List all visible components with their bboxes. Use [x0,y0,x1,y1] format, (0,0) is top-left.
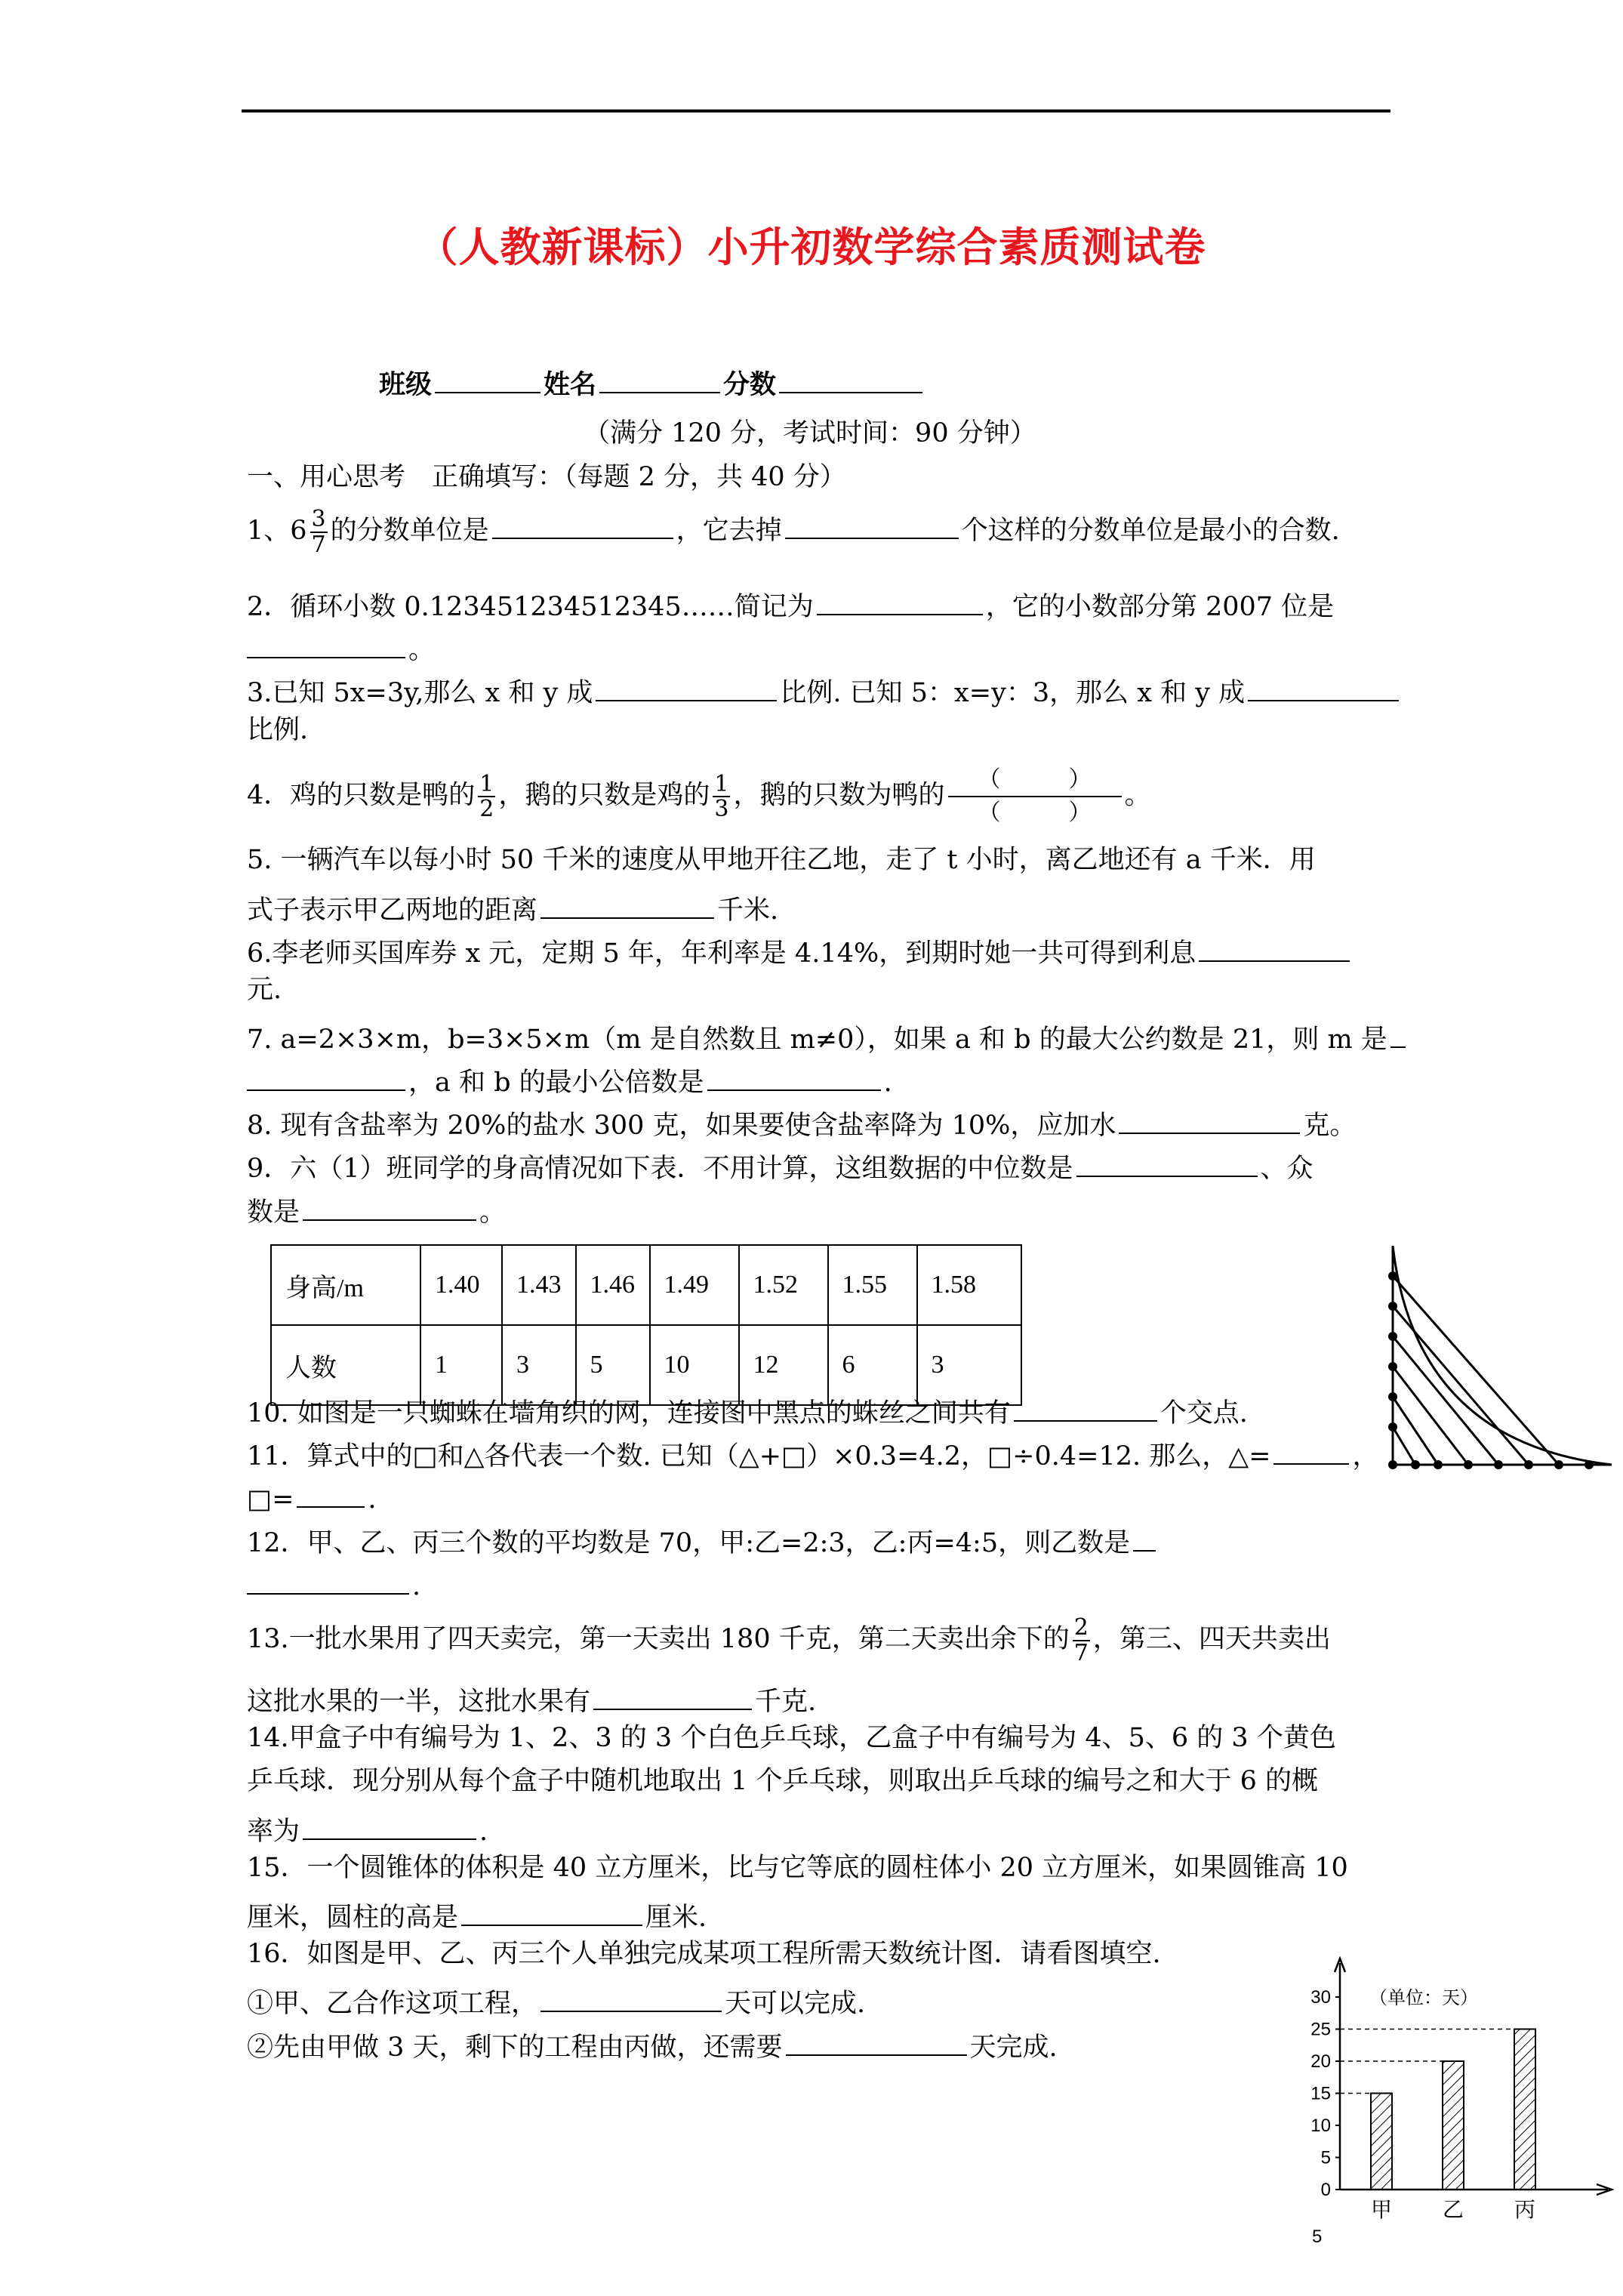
y-tick-label: 25 [1310,2019,1331,2040]
question-16-part2: ②先由甲做 3 天，剩下的工程由丙做，还需要 天完成. [247,2028,1058,2061]
page-number: 5 [1312,2227,1323,2247]
header-fields: 班级 姓名 分数 [379,365,925,398]
table-cell: 12 [739,1325,828,1405]
question-3-cont: 比例. [247,715,309,745]
page-title: （人教新课标）小升初数学综合素质测试卷 [417,223,1206,271]
question-14-cont: 乒乓球．现分别从每个盒子中随机地取出 1 个乒乓球，则取出乒乓球的编号之和大于 6 的概 [247,1766,1319,1796]
table-cell: 1.55 [828,1245,917,1325]
table-header-cell: 人数 [271,1325,420,1405]
question-2-cont: 。 [247,630,435,664]
y-tick-label: 5 [1320,2147,1331,2168]
question-2: 2．循环小数 0.123451234512345……简记为 ，它的小数部分第 2007 位是 [247,587,1334,621]
table-cell: 5 [576,1325,650,1405]
table-cell: 10 [650,1325,739,1405]
table-cell: 1.40 [420,1245,502,1325]
table-cell: 1.52 [739,1245,828,1325]
y-tick-label: 15 [1310,2083,1331,2104]
x-tick-label: 乙 [1442,2197,1464,2222]
question-4: 4．鸡的只数是鸭的 $\frac{1}{2}$ ，鹅的只数是鸡的 $\frac{1}{3}$ ，鹅的只数为鸭的 （ ） （ ） 。 [247,764,1151,829]
y-tick-label: 10 [1310,2116,1331,2136]
question-12-cont: . [247,1567,420,1600]
question-9-cont: 数是 。 [247,1193,506,1226]
question-5: 5. 一辆汽车以每小时 50 千米的速度从甲地开往乙地，走了 t 小时，离乙地还有 a 千米．用 [247,845,1316,875]
question-7: 7. a=2×3×m，b=3×5×m（m 是自然数且 m≠0），如果 a 和 b 的最大公约数是 21，则 m 是 [247,1020,1409,1053]
question-15: 15．一个圆锥体的体积是 40 立方厘米，比与它等底的圆柱体小 20 立方厘米，如果圆锥高 10 [247,1853,1348,1883]
table-cell: 1.43 [502,1245,576,1325]
table-cell: 1.49 [650,1245,739,1325]
y-tick-label: 20 [1310,2051,1331,2072]
question-10: 10. 如图是一只蜘蛛在墙角织的网，连接图中黑点的蛛丝之间共有 个交点. [247,1394,1248,1427]
exam-info: （满分 120 分，考试时间：90 分钟） [584,418,1036,448]
question-9: 9．六（1）班同学的身高情况如下表．不用计算，这组数据的中位数是 、众 [247,1149,1313,1182]
table-cell: 6 [828,1325,917,1405]
section-heading: 一、用心思考 正确填写：（每题 2 分，共 40 分） [247,462,846,492]
question-11-cont: □= . [247,1480,377,1513]
question-13-cont: 这批水果的一半，这批水果有 千克. [247,1682,816,1715]
question-15-cont: 厘米，圆柱的高是 厘米. [247,1898,707,1931]
chart-title: （单位：天） [1369,1988,1478,2008]
question-7-cont: ，a 和 b 的最小公倍数是 . [247,1063,892,1096]
x-tick-label: 丙 [1514,2197,1536,2222]
question-8: 8. 现有含盐率为 20%的盐水 300 克，如果要使含盐率降为 10%，应加水 克。 [247,1106,1356,1139]
question-16-part1: ①甲、乙合作这项工程， 天可以完成. [247,1984,865,2017]
table-header-cell: 身高/m [271,1245,420,1325]
bar-丙 [1514,2029,1535,2190]
table-cell: 1.58 [917,1245,1021,1325]
y-tick-label: 0 [1320,2180,1331,2200]
top-rule [242,109,1390,112]
question-6-cont: 元. [247,975,282,1005]
question-3: 3.已知 5x=3y,那么 x 和 y 成 比例. 已知 5：x=y：3，那么 x 和 y 成 [247,673,1402,707]
table-cell: 1.46 [576,1245,650,1325]
table-cell: 1 [420,1325,502,1405]
spider-web-figure [1374,1238,1623,1487]
y-tick-label: 30 [1310,1987,1331,2008]
table-cell: 3 [502,1325,576,1405]
question-16: 16．如图是甲、乙、丙三个人单独完成某项工程所需天数统计图．请看图填空. [247,1939,1161,1969]
bar-甲 [1371,2094,1392,2190]
table-cell: 3 [917,1325,1021,1405]
question-11: 11．算式中的□和△各代表一个数. 已知（△+□）×0.3=4.2，□÷0.4=12. 那么，△= ， [247,1437,1379,1470]
question-13: 13.一批水果用了四天卖完，第一天卖出 180 千克，第二天卖出余下的 $\frac{2}{7}$ ，第三、四天共卖出 [247,1614,1331,1666]
height-table [270,1244,1022,1406]
question-6: 6.李老师买国库券 x 元，定期 5 年，年利率是 4.14%，到期时她一共可得到利息 [247,934,1353,967]
question-14: 14.甲盒子中有编号为 1、2、3 的 3 个白色乒乓球，乙盒子中有编号为 4、5、6 的 3 个黄色 [247,1723,1336,1753]
table-row [271,1245,1021,1325]
question-1: 1、6 $\frac{3}{7}$ 的分数单位是 ，它去掉 个这样的分数单位是最小的合数. [247,506,1340,558]
bar-乙 [1443,2061,1464,2190]
x-tick-label: 甲 [1370,2197,1393,2222]
question-14-cont2: 率为 . [247,1812,488,1845]
question-5-cont: 式子表示甲乙两地的距离 千米. [247,891,778,924]
question-12: 12．甲、乙、丙三个数的平均数是 70，甲:乙=2:3，乙:丙=4:5，则乙数是 [247,1524,1159,1557]
days-bar-chart [1291,1948,1623,2250]
